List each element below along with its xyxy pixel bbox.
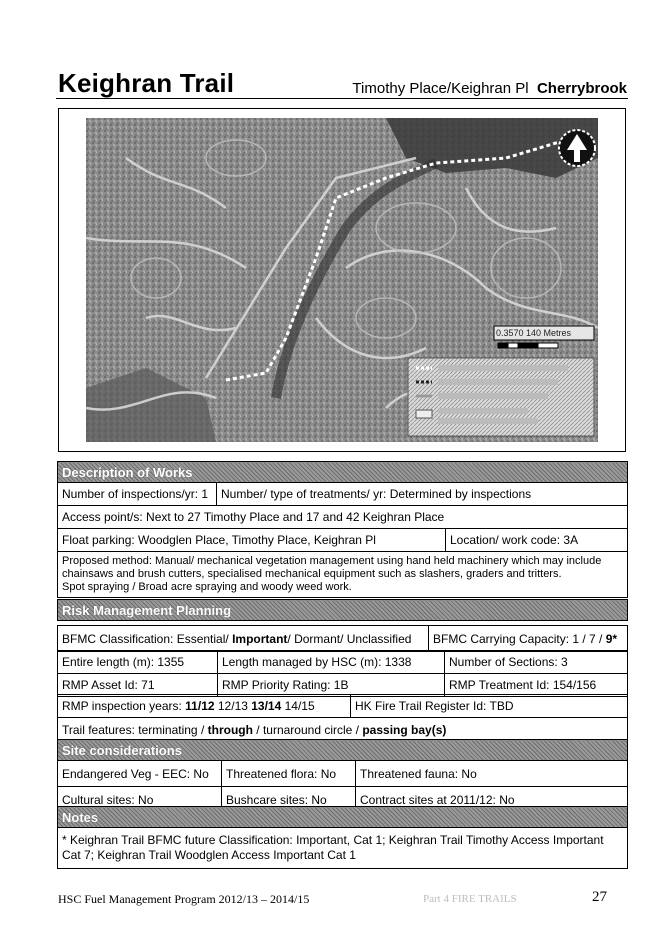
inspections-cell: Number of inspections/yr: 1 <box>58 483 217 506</box>
aerial-map <box>86 118 598 442</box>
proposed-line-1: Proposed method: Manual/ mechanical vegetation management using hand held machinery which may include <box>62 555 602 567</box>
scale-text: 0.3570 140 Metres <box>496 328 572 338</box>
length-table <box>57 650 628 697</box>
description-table <box>57 461 628 529</box>
sections-cell: Number of Sections: 3 <box>445 651 628 674</box>
parking-table <box>57 528 628 598</box>
asset-id-cell: RMP Asset Id: 71 <box>58 674 218 697</box>
trail-map <box>86 118 598 442</box>
description-heading: Description of Works <box>58 462 628 483</box>
register-cell: HK Fire Trail Register Id: TBD <box>351 695 628 718</box>
flora-cell: Threatened flora: No <box>222 761 356 787</box>
treatment-id-cell: RMP Treatment Id: 154/156 <box>445 674 628 697</box>
page-number: 27 <box>592 889 607 905</box>
notes-table <box>57 806 628 869</box>
inspection-table <box>57 694 628 743</box>
bushcare-cell: Bushcare sites: No <box>222 787 356 813</box>
access-cell: Access point/s: Next to 27 Timothy Place and 17 and 42 Keighran Place <box>58 506 628 529</box>
contract-cell: Contract sites at 2011/12: No <box>356 787 628 813</box>
float-parking-cell: Float parking: Woodglen Place, Timothy Place, Keighran Pl <box>58 529 446 552</box>
notes-heading: Notes <box>58 807 628 828</box>
suburb-text: Cherrybrook <box>536 80 627 97</box>
capacity-cell: BFMC Carrying Capacity: 1 / 7 / 9* <box>429 626 628 652</box>
inspection-years-cell: RMP inspection years: 11/12 12/13 13/14 14/15 <box>58 695 351 718</box>
notes-text: * Keighran Trail BFMC future Classification: Important, Cat 1; Keighran Trail Timothy Access Important Cat 7; Keighran Trail Woodglen Access Important Cat 1 <box>58 828 628 869</box>
fauna-cell: Threatened fauna: No <box>356 761 628 787</box>
location-text: Timothy Place/Keighran Pl <box>352 80 529 97</box>
footer-part: Part 4 FIRE TRAILS <box>423 893 517 905</box>
proposed-method-cell <box>58 552 628 598</box>
priority-cell: RMP Priority Rating: 1B <box>218 674 445 697</box>
cultural-cell: Cultural sites: No <box>58 787 222 813</box>
entire-length-cell: Entire length (m): 1355 <box>58 651 218 674</box>
proposed-line-3: Spot spraying / Broad acre spraying and woody weed work. <box>62 581 352 593</box>
treatments-cell: Number/ type of treatments/ yr: Determined by inspections <box>217 483 628 506</box>
page-subtitle <box>352 80 627 97</box>
risk-heading: Risk Management Planning <box>58 600 628 621</box>
page-title: Keighran Trail <box>58 68 235 98</box>
north-arrow-icon <box>559 130 595 166</box>
site-heading: Site considerations <box>58 740 628 761</box>
map-legend <box>408 358 594 436</box>
location-code-cell: Location/ work code: 3A <box>446 529 628 552</box>
classification-cell: BFMC Classification: Essential/ Important/ Dormant/ Unclassified <box>58 626 429 652</box>
risk-heading-table <box>57 599 628 621</box>
classification-table <box>57 625 628 652</box>
title-rule <box>56 98 628 99</box>
length-managed-cell: Length managed by HSC (m): 1338 <box>218 651 445 674</box>
site-table <box>57 739 628 813</box>
trail-features-cell: Trail features: terminating / through / turnaround circle / passing bay(s) <box>58 718 628 743</box>
footer-program: HSC Fuel Management Program 2012/13 – 2014/15 <box>58 892 310 906</box>
endangered-cell: Endangered Veg - EEC: No <box>58 761 222 787</box>
proposed-line-2: chainsaws and brush cutters, specialised mechanical equipment such as slashers, graders and tritters. <box>62 568 562 580</box>
